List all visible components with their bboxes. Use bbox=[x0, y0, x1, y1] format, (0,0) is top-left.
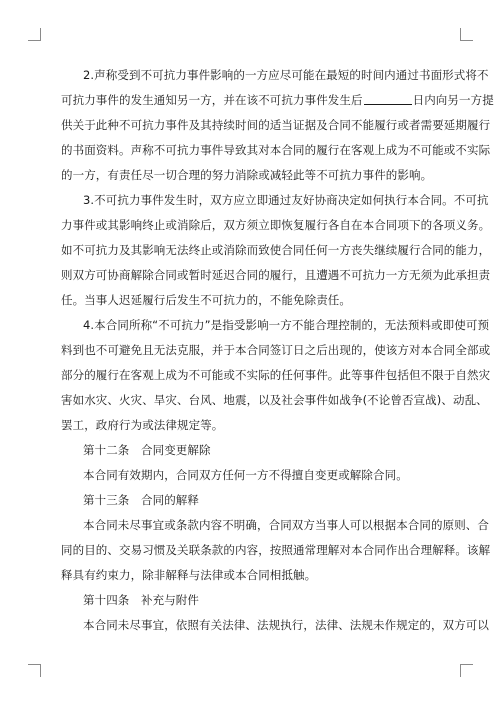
text-line: 如不可抗力及其影响无法终止或消除而致使合同任何一方丧失继续履行合同的能力， bbox=[61, 243, 491, 257]
section-heading: 第十三条 合同的解释 bbox=[83, 493, 199, 507]
document-body bbox=[61, 63, 494, 638]
text-line: 罢工，政府行为或法律规定等。 bbox=[61, 418, 224, 432]
text-line: 任。当事人迟延履行后发生不可抗力的，不能免除责任。 bbox=[61, 293, 351, 307]
crop-mark-bottom-right bbox=[460, 664, 473, 677]
text-line: 则双方可协商解除合同或暂时延迟合同的履行，且遭遇不可抗力一方无须为此承担责 bbox=[61, 268, 491, 282]
text-line: 本合同未尽事宜，依照有关法律、法规执行，法律、法规未作规定的，双方可以 bbox=[83, 618, 489, 632]
text-line: 料到也不可避免且无法克服，并于本合同签订日之后出现的，使该方对本合同全部或 bbox=[61, 343, 491, 357]
crop-mark-top-right bbox=[460, 28, 473, 41]
text-line: 释具有约束力，除非解释与法律或本合同相抵触。 bbox=[61, 568, 317, 582]
text-line: 同的目的、交易习惯及关联条款的内容，按照通常理解对本合同作出合理解释。该解 bbox=[61, 543, 491, 557]
text-line: 本合同有效期内，合同双方任何一方不得擅自变更或解除合同。 bbox=[83, 468, 408, 482]
text-line: 3.不可抗力事件发生时，双方应立即通过友好协商决定如何执行本合同。不可抗 bbox=[83, 193, 489, 207]
text-span: 日内向另一方提 bbox=[412, 93, 494, 107]
text-line: 害如水灾、火灾、旱灾、台风、地震，以及社会事件如战争(不论曾否宣战)、动乱、 bbox=[61, 393, 488, 407]
text-line: 4.本合同所称“不可抗力”是指受影响一方不能合理控制的，无法预料或即使可预 bbox=[83, 318, 490, 332]
text-line: 力事件或其影响终止或消除后，双方须立即恢复履行各自在本合同项下的各项义务。 bbox=[61, 218, 491, 232]
text-line bbox=[61, 88, 494, 113]
fill-in-blank bbox=[364, 93, 412, 105]
crop-mark-bottom-left bbox=[28, 664, 41, 677]
text-line: 的书面资料。声称不可抗力事件导致其对本合同的履行在客观上成为不可能或不实际 bbox=[61, 143, 491, 157]
text-line: 供关于此种不可抗力事件及其持续时间的适当证据及合同不能履行或者需要延期履行 bbox=[61, 118, 491, 132]
text-line: 部分的履行在客观上成为不可能或不实际的任何事件。此等事件包括但不限于自然灾 bbox=[61, 368, 491, 382]
section-heading: 第十四条 补充与附件 bbox=[83, 593, 199, 607]
text-line: 2.声称受到不可抗力事件影响的一方应尽可能在最短的时间内通过书面形式将不 bbox=[83, 68, 489, 82]
text-line: 本合同未尽事宜或条款内容不明确，合同双方当事人可以根据本合同的原则、合 bbox=[83, 518, 489, 532]
text-line: 的一方，有责任尽一切合理的努力消除或减轻此等不可抗力事件的影响。 bbox=[61, 168, 433, 182]
section-heading: 第十二条 合同变更解除 bbox=[83, 443, 211, 457]
crop-mark-top-left bbox=[28, 28, 41, 41]
text-span: 可抗力事件的发生通知另一方，并在该不可抗力事件发生后 bbox=[61, 93, 363, 107]
